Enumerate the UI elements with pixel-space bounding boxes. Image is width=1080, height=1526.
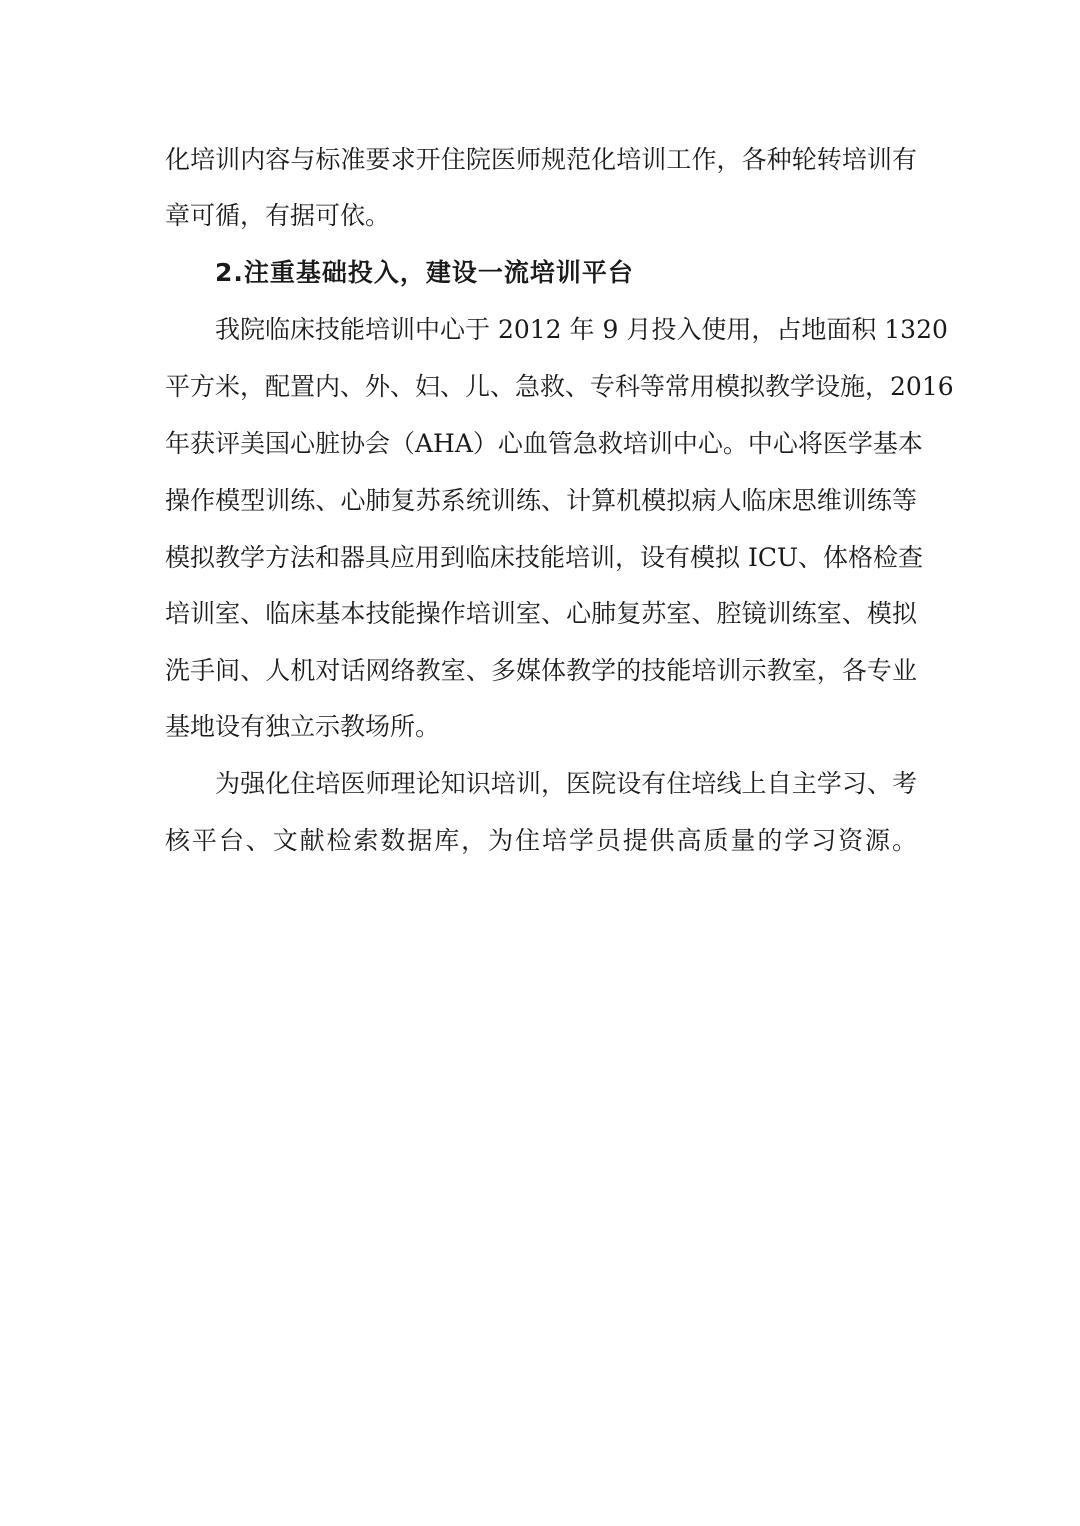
paragraph-line: 章可循，有据可依。 [165, 201, 391, 230]
paragraph-line: 基地设有独立示教场所。 [165, 712, 441, 741]
paragraph-line: 模拟教学方法和器具应用到临床技能培训，设有模拟 ICU、体格检查 [165, 543, 924, 572]
paragraph-line: 年获评美国心脏协会（AHA）心血管急救培训中心。中心将医学基本 [165, 429, 923, 458]
paragraph-line: 我院临床技能培训中心于 2012 年 9 月投入使用，占地面积 1320 [215, 315, 948, 344]
paragraph-line: 操作模型训练、心肺复苏系统训练、计算机模拟病人临床思维训练等 [165, 486, 917, 515]
paragraph-line: 为强化住培医师理论知识培训，医院设有住培线上自主学习、考 [215, 769, 917, 798]
section-heading: 2.注重基础投入，建设一流培训平台 [215, 258, 634, 287]
paragraph-line: 化培训内容与标准要求开住院医师规范化培训工作，各种轮转培训有 [165, 145, 917, 174]
paragraph-line: 培训室、临床基本技能操作培训室、心肺复苏室、腔镜训练室、模拟 [165, 599, 917, 628]
paragraph-line: 平方米，配置内、外、妇、儿、急救、专科等常用模拟教学设施，2016 [165, 372, 954, 401]
paragraph-line: 洗手间、人机对话网络教室、多媒体教学的技能培训示教室，各专业 [165, 656, 917, 685]
paragraph-line: 核平台、文献检索数据库，为住培学员提供高质量的学习资源。 [165, 826, 917, 855]
